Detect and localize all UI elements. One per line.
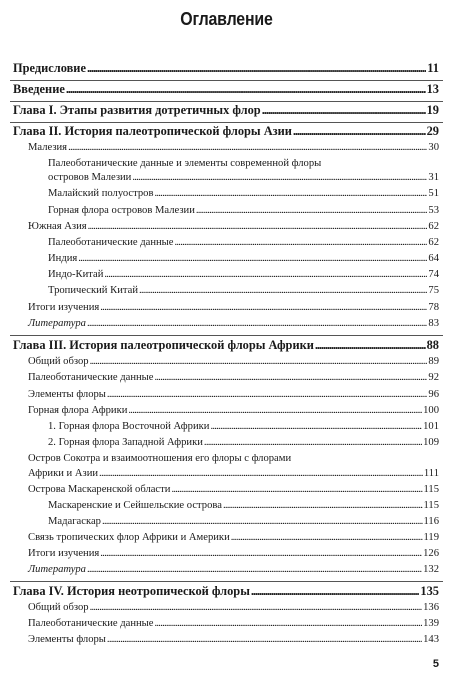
toc-entry-madagascar[interactable]: Мадагаскар . . . 116 [48,516,439,527]
dot-leader [88,221,428,232]
dot-leader [78,253,427,264]
dot-leader [251,584,420,599]
toc-entry-socotra-line1[interactable]: Остров Сокотра и взаимоотношения его флоры с флорами [28,453,292,464]
toc-entry-chapter-2[interactable]: Глава II. История палеотропической флоры Азии . . . 29 [13,124,439,139]
toc-entry-india[interactable]: Индия . . . 64 [48,253,439,264]
divider [10,80,443,81]
dot-leader [155,372,428,383]
toc-entry-south-asia-paleo[interactable]: Палеоботанические данные . . . 62 [48,237,439,248]
toc-entry-chapter-3[interactable]: Глава III. История палеотропической флоры Африки . . . 88 [13,338,439,353]
toc-entry-mascarene-seychelles[interactable]: Маскаренские и Сейшельские острова . . . 115 [48,500,439,511]
dot-leader [100,548,422,559]
toc-entry-mascarene-region[interactable]: Острова Маскаренской области . . . 115 [28,484,439,495]
toc-entry-africa-elements[interactable]: Элементы флоры . . . 96 [28,389,439,400]
toc-entry-malesia-paleo-line1[interactable]: Палеоботанические данные и элементы современной флоры [48,158,322,169]
dot-leader [132,172,427,183]
toc-entry-chapter-4[interactable]: Глава IV. История неотропической флоры . . . 135 [13,584,439,599]
dot-leader [90,602,423,613]
dot-leader [87,564,422,575]
toc-entry-neotropic-paleo[interactable]: Палеоботанические данные . . . 139 [28,618,439,629]
dot-leader [139,285,427,296]
toc-entry-ch3-literature[interactable]: Литература . . . 132 [28,564,439,575]
toc-entry-africa-paleo[interactable]: Палеоботанические данные . . . 92 [28,372,439,383]
dot-leader [107,389,427,400]
dot-leader [315,338,426,353]
toc-entry-africa-america-link[interactable]: Связь тропических флор Африки и Америки . . . 119 [28,532,439,543]
dot-leader [210,421,422,432]
dot-leader [196,205,428,216]
toc-entry-chapter-1[interactable]: Глава I. Этапы развития дотретичных флор . . . 19 [13,103,439,118]
divider [10,101,443,102]
toc-entry-africa-mountain[interactable]: Горная флора Африки . . . 100 [28,405,439,416]
toc-entry-tropical-china[interactable]: Тропический Китай . . . 75 [48,285,439,296]
dot-leader [68,142,427,153]
dot-leader [175,237,428,248]
dot-leader [107,634,422,645]
toc-entry-preface[interactable]: Предисловие . . . 11 [13,61,439,76]
toc-entry-introduction[interactable]: Введение . . . 13 [13,82,439,97]
divider [10,581,443,582]
toc-entry-malesia-paleo[interactable]: островов Малезии . . . 31 [48,172,439,183]
dot-leader [231,532,423,543]
dot-leader [100,302,427,313]
dot-leader [223,500,423,511]
dot-leader [154,188,427,199]
dot-leader [293,124,426,139]
toc-entry-socotra[interactable]: Африки и Азии . . . 111 [28,468,439,479]
toc-entry-africa-overview[interactable]: Общий обзор . . . 89 [28,356,439,367]
dot-leader [128,405,422,416]
toc-entry-malesia-mountain[interactable]: Горная флора островов Малезии . . . 53 [48,205,439,216]
dot-leader [87,318,427,329]
toc-entry-west-africa-mountain[interactable]: 2. Горная флора Западной Африки . . . 109 [48,437,439,448]
toc-entry-indochina[interactable]: Индо-Китай . . . 74 [48,269,439,280]
toc-entry-south-asia[interactable]: Южная Азия . . . 62 [28,221,439,232]
toc-entry-malesia[interactable]: Малезия . . . 30 [28,142,439,153]
divider [10,335,443,336]
toc-entry-neotropic-overview[interactable]: Общий обзор . . . 136 [28,602,439,613]
toc-entry-ch2-literature[interactable]: Литература . . . 83 [28,318,439,329]
dot-leader [204,437,422,448]
dot-leader [99,468,423,479]
dot-leader [171,484,422,495]
dot-leader [102,516,423,527]
toc-entry-malay-peninsula[interactable]: Малайский полуостров . . . 51 [48,188,439,199]
dot-leader [155,618,423,629]
dot-leader [90,356,428,367]
toc-entry-ch2-summary[interactable]: Итоги изучения . . . 78 [28,302,439,313]
dot-leader [66,82,426,97]
toc-entry-east-africa-mountain[interactable]: 1. Горная флора Восточной Африки . . . 101 [48,421,439,432]
dot-leader [87,61,426,76]
page-number: 5 [432,658,439,670]
dot-leader [104,269,427,280]
divider [10,122,443,123]
page-title: Оглавление [180,8,273,29]
toc-entry-neotropic-elements[interactable]: Элементы флоры . . . 143 [28,634,439,645]
toc-entry-ch3-summary[interactable]: Итоги изучения . . . 126 [28,548,439,559]
dot-leader [262,103,426,118]
